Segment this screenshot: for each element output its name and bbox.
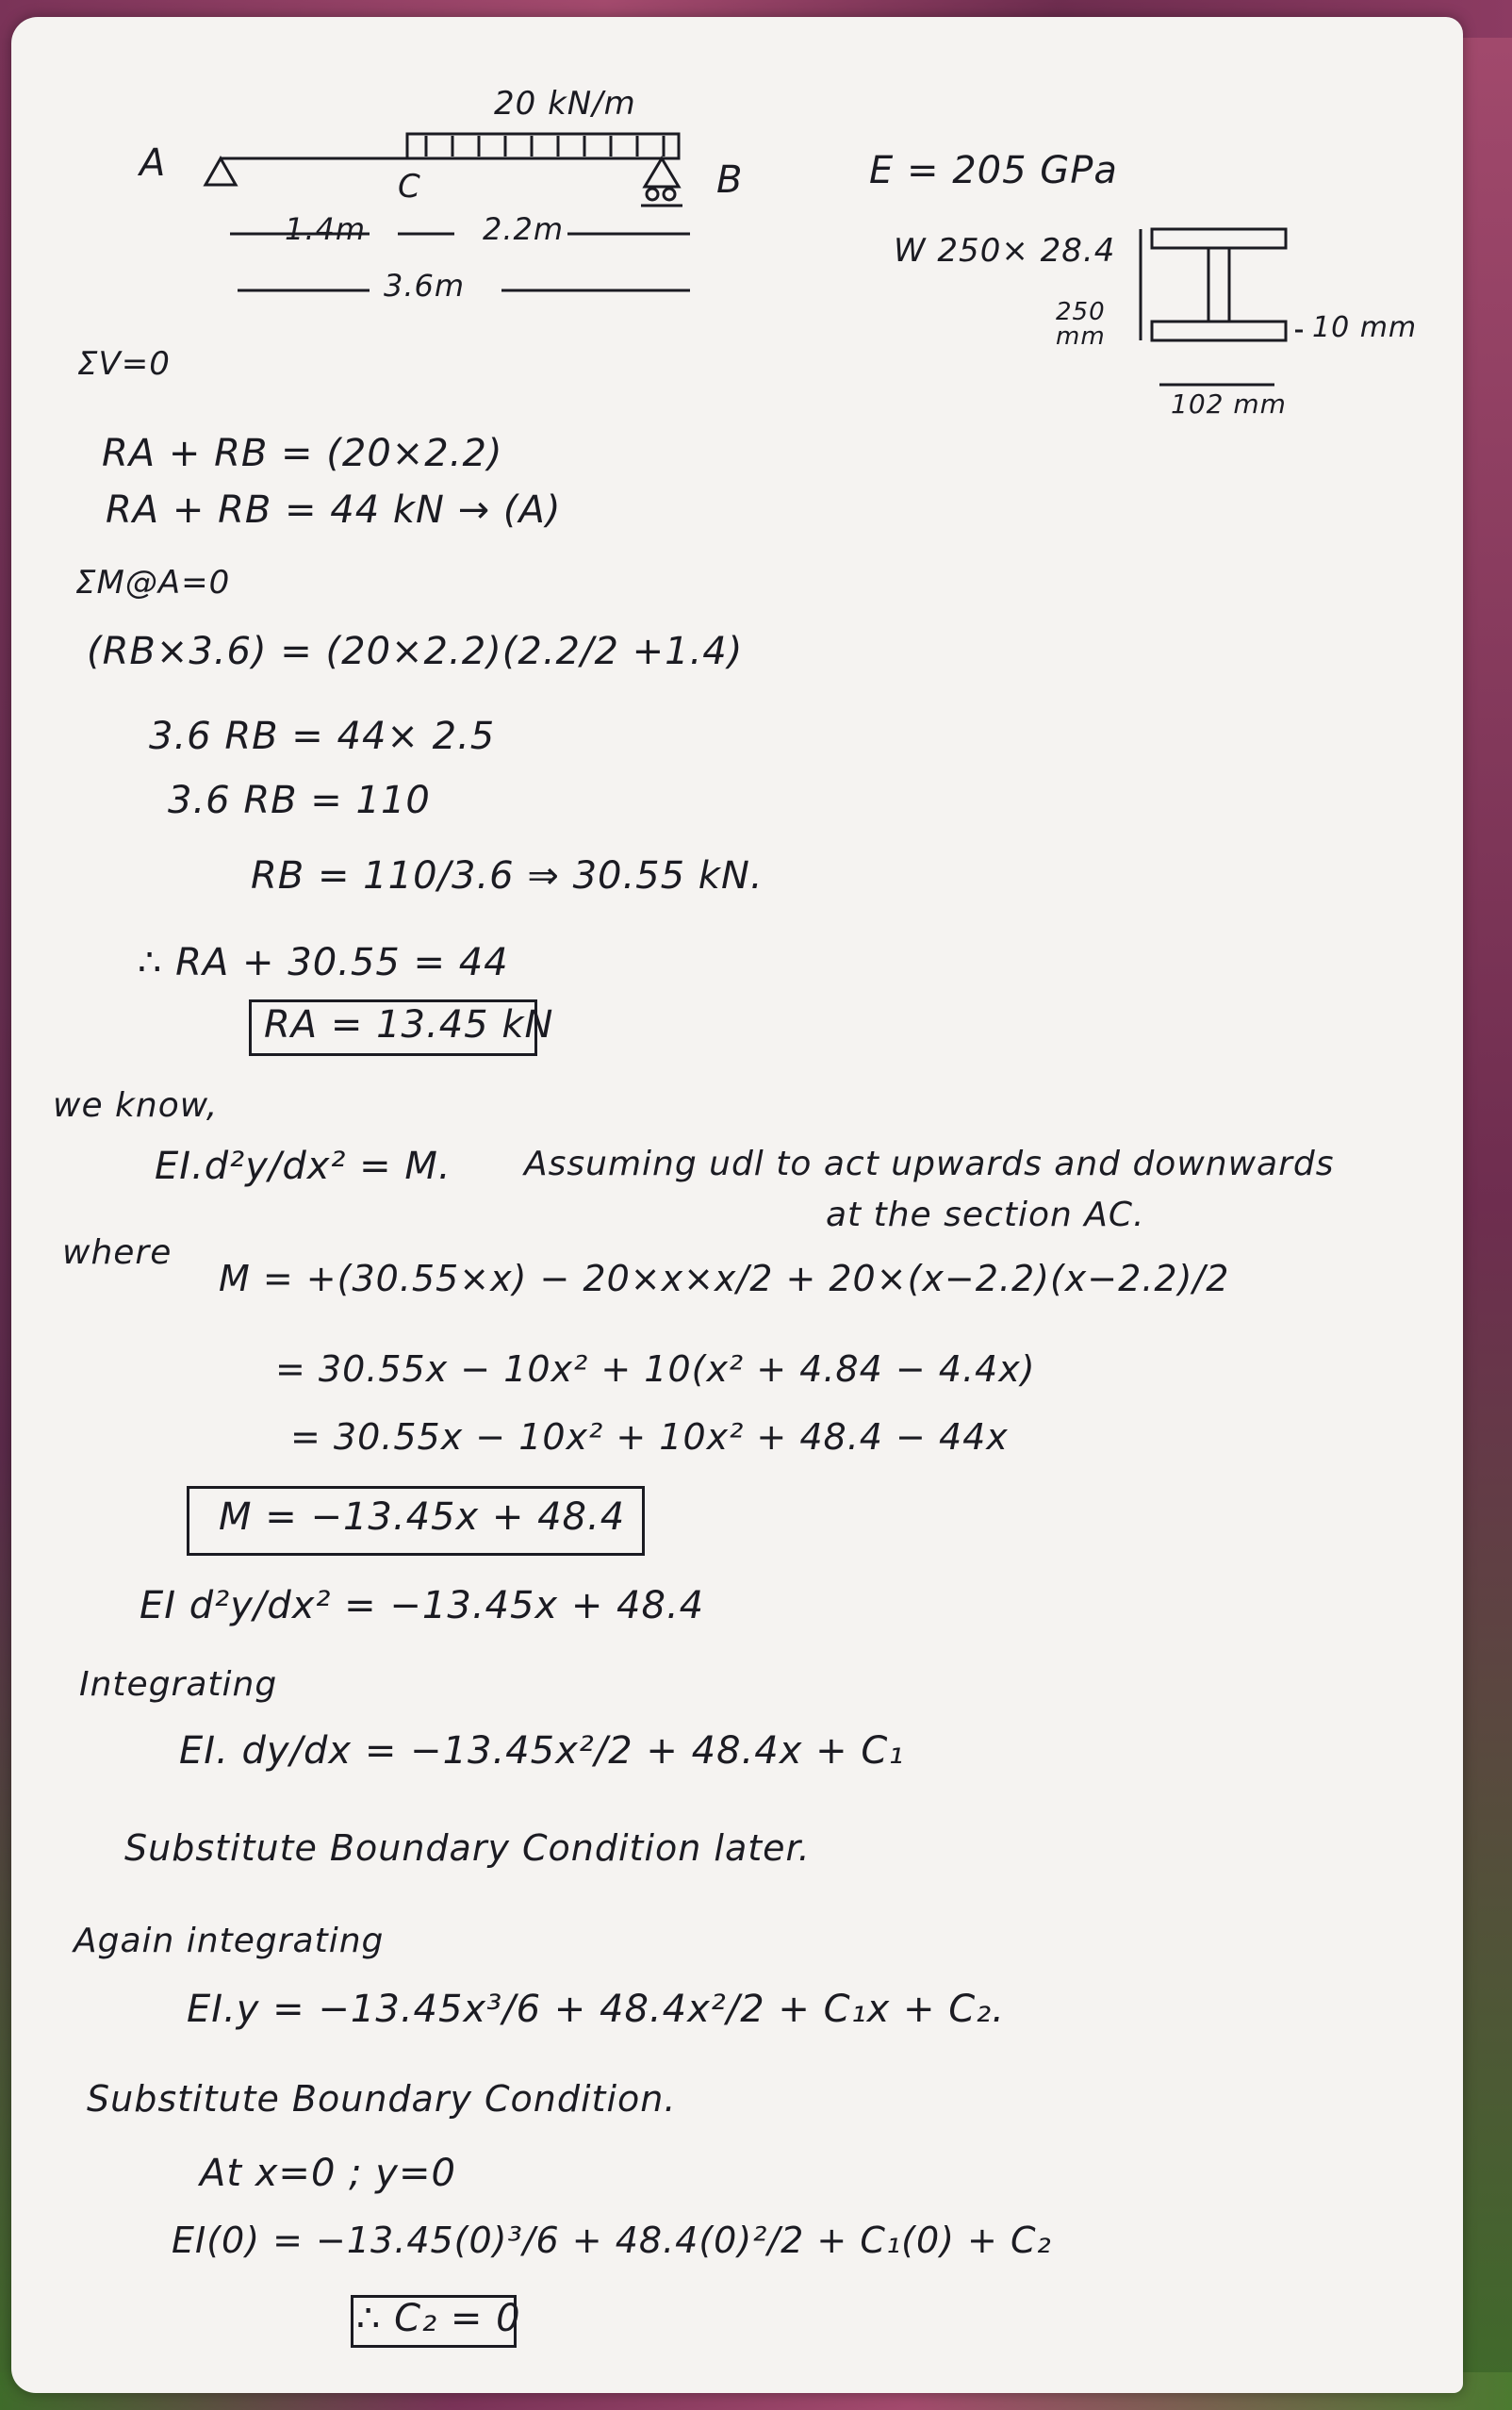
bottom-flange xyxy=(1152,322,1286,340)
substitute-label: Substitute Boundary Condition. xyxy=(87,2078,677,2120)
eq-line-1: RA + RB = (20×2.2) xyxy=(102,432,503,475)
roller-1 xyxy=(647,189,658,200)
label-b: B xyxy=(716,158,744,202)
section-label: W 250× 28.4 xyxy=(894,232,1116,270)
moment-result: M = −13.45x + 48.4 xyxy=(219,1495,626,1539)
slope-equation: EI. dy/dx = −13.45x²/2 + 48.4x + C₁ xyxy=(179,1729,905,1773)
roller-2 xyxy=(664,189,675,200)
assumption-line-1: Assuming udl to act upwards and downwards xyxy=(524,1145,1335,1183)
moment-line-1: M = +(30.55×x) − 20×x×x/2 + 20×(x−2.2)(x−2.2)/2 xyxy=(219,1258,1230,1299)
label-a: A xyxy=(140,141,167,185)
c2-result: ∴ C₂ = 0 xyxy=(356,2297,521,2340)
top-flange xyxy=(1152,229,1286,248)
deflection-equation: EI.y = −13.45x³/6 + 48.4x²/2 + C₁x + C₂. xyxy=(187,1988,1005,2031)
dim-total-label: 3.6m xyxy=(384,268,466,304)
modulus-label: E = 205 GPa xyxy=(869,149,1118,192)
eq-line-2: RA + RB = 44 kN → (A) xyxy=(106,488,562,532)
assumption-line-2: at the section AC. xyxy=(826,1196,1145,1234)
we-know-label: we know, xyxy=(53,1086,219,1125)
notebook-page xyxy=(11,17,1463,2393)
sum-m-heading: ΣM@A=0 xyxy=(75,564,231,602)
integrating-label: Integrating xyxy=(79,1665,278,1704)
label-c: C xyxy=(398,168,421,206)
eq-line-4: 3.6 RB = 44× 2.5 xyxy=(149,715,496,758)
again-integrating-label: Again integrating xyxy=(74,1922,385,1960)
moment-line-3: = 30.55x − 10x² + 10x² + 48.4 − 44x xyxy=(290,1416,1009,1458)
eq-line-5: 3.6 RB = 110 xyxy=(168,779,431,822)
flange-width-label: 102 mm xyxy=(1171,388,1287,420)
dim-cb-label: 2.2m xyxy=(483,211,565,247)
where-label: where xyxy=(62,1233,173,1272)
background-right xyxy=(1455,0,1512,2410)
udl-arrows xyxy=(426,136,664,157)
eq-line-6: RB = 110/3.6 ⇒ 30.55 kN. xyxy=(251,854,764,898)
ra-result: RA = 13.45 kN xyxy=(264,1003,554,1047)
eq-line-3: (RB×3.6) = (20×2.2)(2.2/2 +1.4) xyxy=(87,630,744,673)
later-note: Substitute Boundary Condition later. xyxy=(124,1827,811,1869)
sum-v-heading: ΣV=0 xyxy=(77,345,171,383)
load-label: 20 kN/m xyxy=(494,85,636,123)
moment-line-2: = 30.55x − 10x² + 10(x² + 4.84 − 4.4x) xyxy=(275,1348,1036,1390)
ei-equation: EI d²y/dx² = −13.45x + 48.4 xyxy=(140,1584,705,1627)
ei-m-line: EI.d²y/dx² = M. xyxy=(155,1145,452,1188)
flange-thickness-label: 10 mm xyxy=(1312,311,1418,344)
boundary-condition: At x=0 ; y=0 xyxy=(200,2152,456,2195)
web xyxy=(1208,248,1229,322)
depth-label: 250 mm xyxy=(1056,298,1106,351)
boundary-substitution: EI(0) = −13.45(0)³/6 + 48.4(0)²/2 + C₁(0) + C₂ xyxy=(172,2220,1052,2261)
support-b xyxy=(645,158,679,187)
support-a xyxy=(205,158,236,185)
dim-ac-label: 1.4m xyxy=(285,211,367,247)
eq-line-7: ∴ RA + 30.55 = 44 xyxy=(138,941,509,984)
